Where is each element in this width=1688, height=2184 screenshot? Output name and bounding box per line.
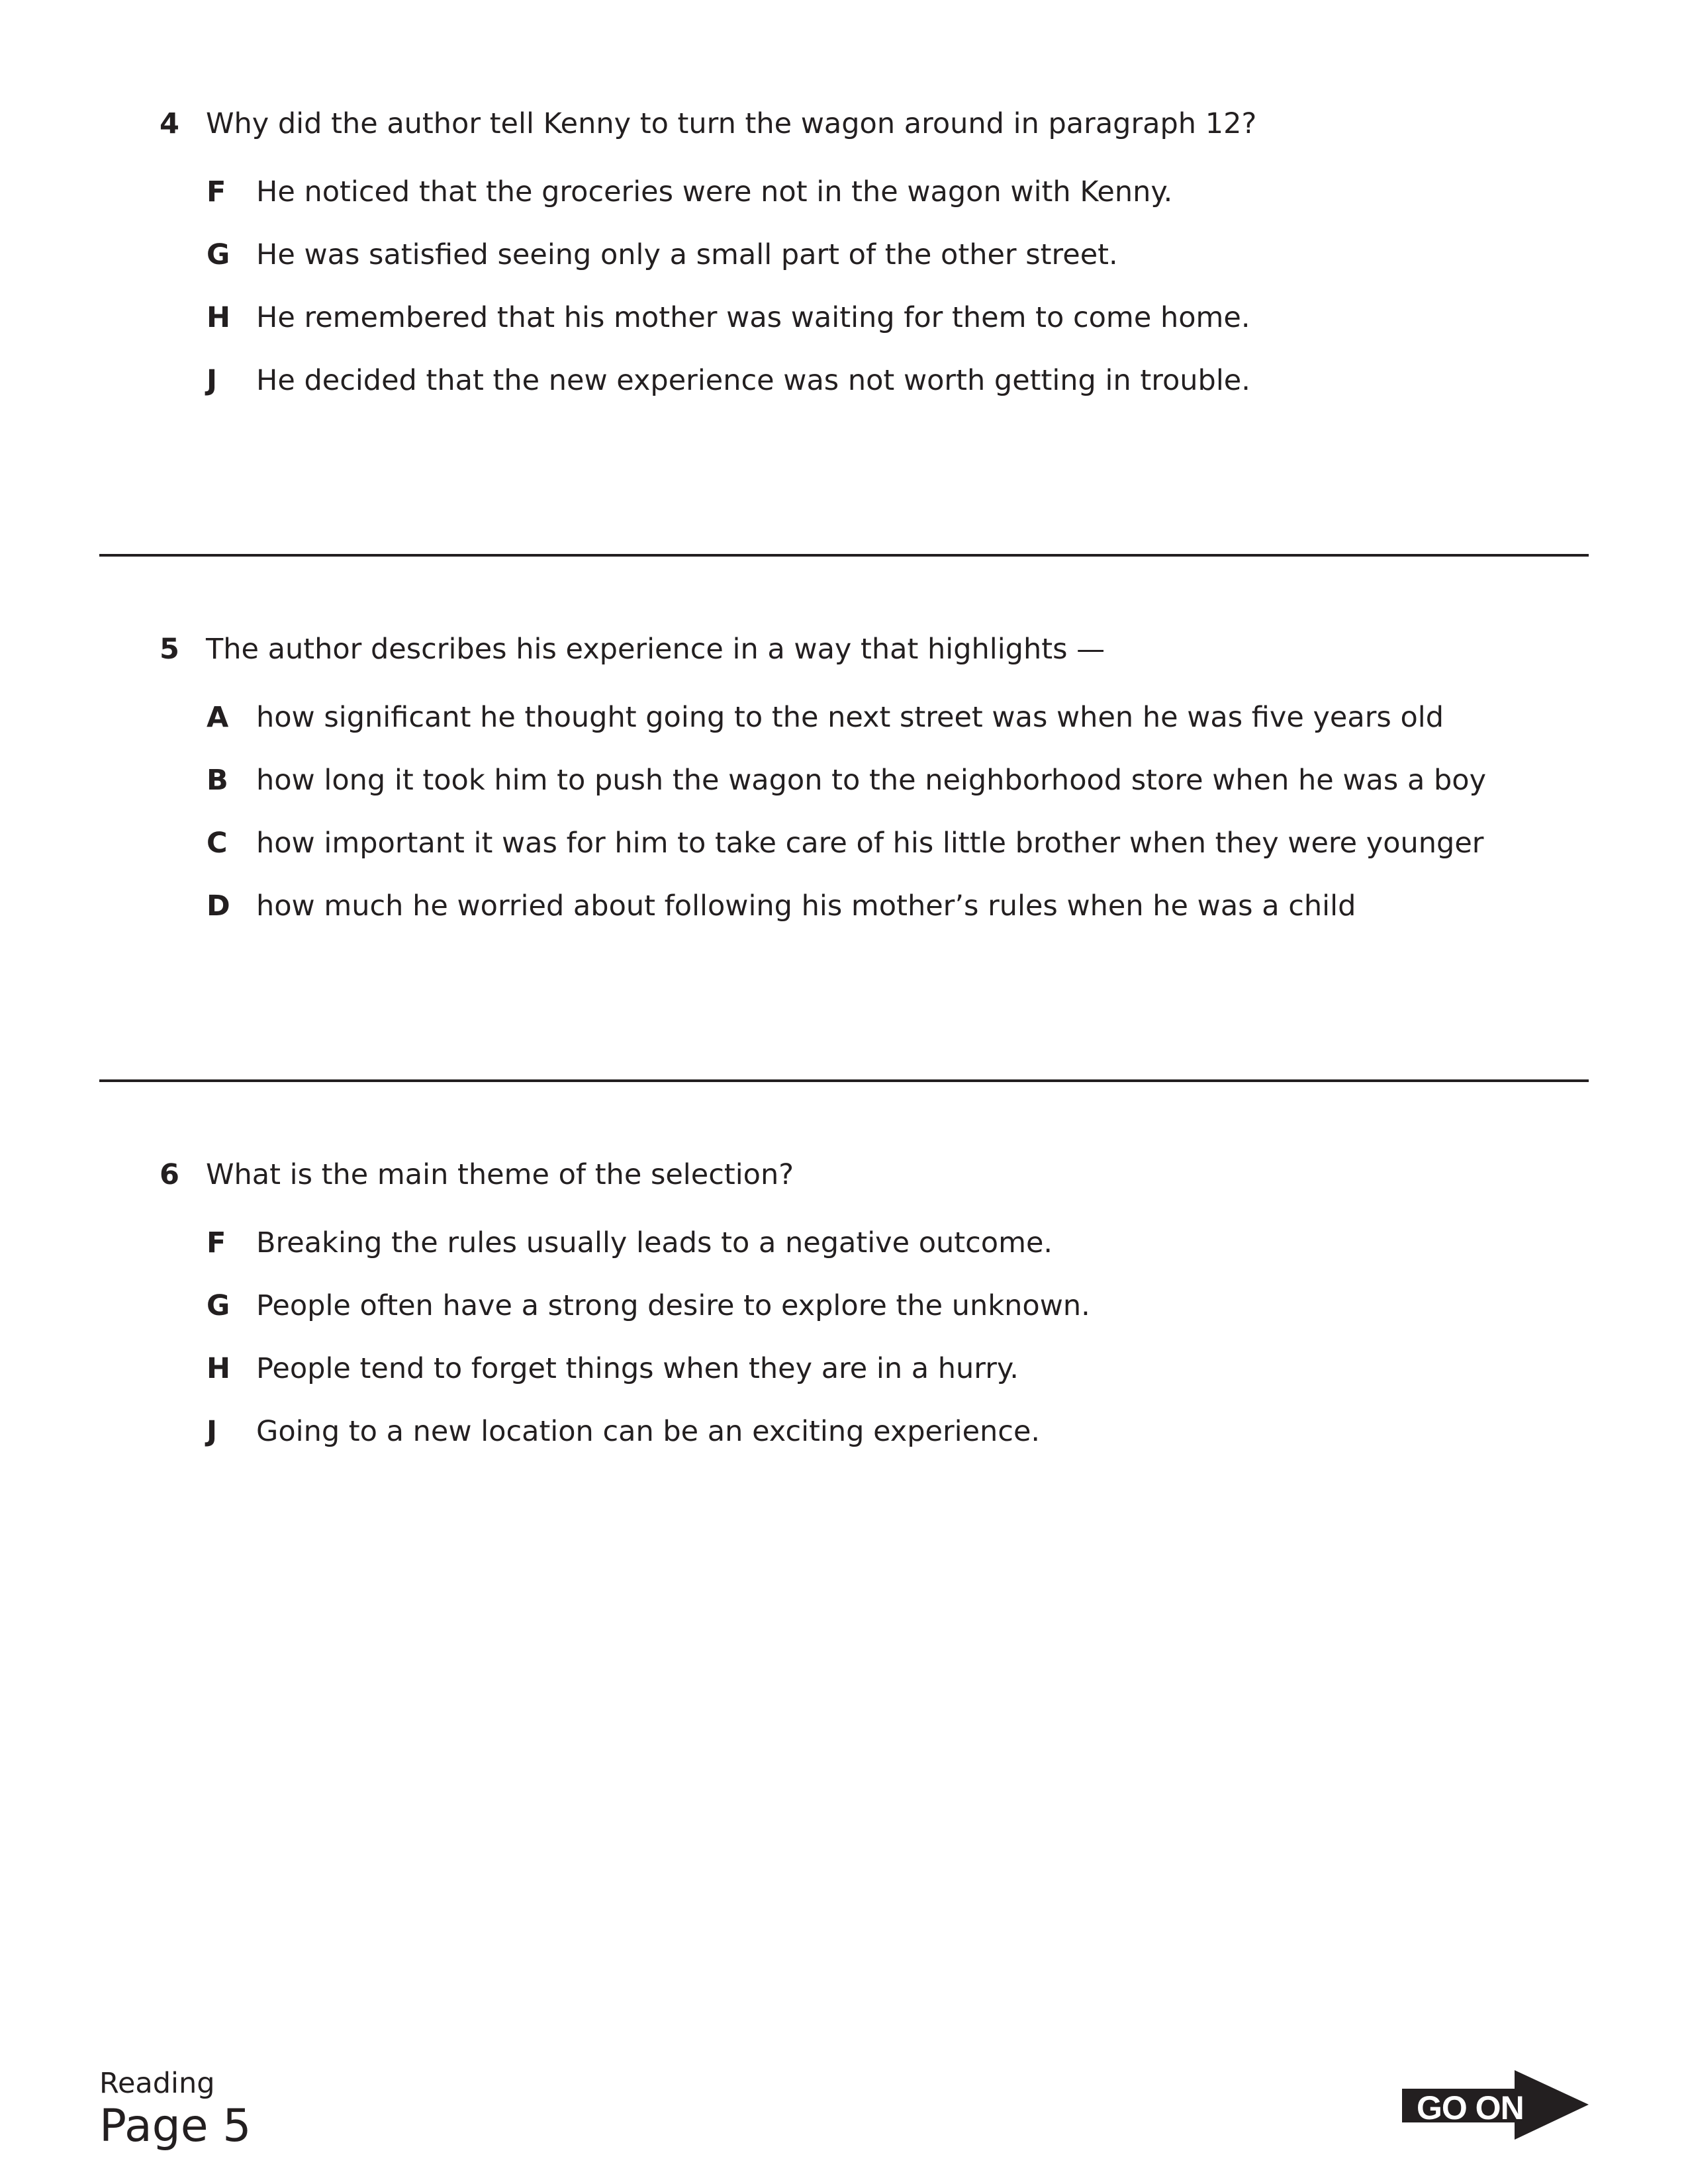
- option-text: He noticed that the groceries were not in the wagon with Kenny.: [256, 175, 1173, 208]
- option-letter: J: [207, 1415, 217, 1448]
- option-text: People tend to forget things when they are in a hurry.: [256, 1352, 1019, 1385]
- question-text: What is the main theme of the selection?: [206, 1158, 794, 1191]
- option-text: how much he worried about following his mother’s rules when he was a child: [256, 889, 1356, 923]
- option-text: how long it took him to push the wagon to the neighborhood store when he was a boy: [256, 764, 1487, 797]
- option-text: He decided that the new experience was not worth getting in trouble.: [256, 364, 1250, 397]
- option-text: how significant he thought going to the next street was when he was five years old: [256, 701, 1444, 734]
- option-letter: G: [207, 238, 230, 271]
- option-letter: G: [207, 1289, 230, 1322]
- page-number: Page 5: [99, 2100, 252, 2152]
- option-letter: F: [207, 1226, 226, 1259]
- option-letter: H: [207, 301, 230, 334]
- question-text: The author describes his experience in a way that highlights —: [206, 633, 1105, 666]
- go-on-label: GO ON: [1417, 2089, 1524, 2126]
- option-text: People often have a strong desire to explore the unknown.: [256, 1289, 1090, 1322]
- option-letter: J: [207, 364, 217, 397]
- option-letter: H: [207, 1352, 230, 1385]
- option-letter: A: [207, 701, 229, 734]
- option-letter: D: [207, 889, 230, 923]
- question-number: 4: [160, 107, 179, 140]
- section-divider: [99, 554, 1589, 557]
- option-letter: F: [207, 175, 226, 208]
- footer-subject: Reading: [99, 2067, 215, 2100]
- option-text: Going to a new location can be an exciting experience.: [256, 1415, 1041, 1448]
- option-text: He was satisfied seeing only a small part of the other street.: [256, 238, 1118, 271]
- question-number: 5: [160, 633, 179, 666]
- go-on-indicator: [1402, 2070, 1589, 2140]
- option-text: how important it was for him to take care of his little brother when they were younger: [256, 827, 1484, 860]
- question-number: 6: [160, 1158, 179, 1191]
- option-text: He remembered that his mother was waiting for them to come home.: [256, 301, 1250, 334]
- option-letter: B: [207, 764, 228, 797]
- question-text: Why did the author tell Kenny to turn the wagon around in paragraph 12?: [206, 107, 1257, 140]
- option-letter: C: [207, 827, 228, 860]
- section-divider: [99, 1079, 1589, 1082]
- option-text: Breaking the rules usually leads to a negative outcome.: [256, 1226, 1053, 1259]
